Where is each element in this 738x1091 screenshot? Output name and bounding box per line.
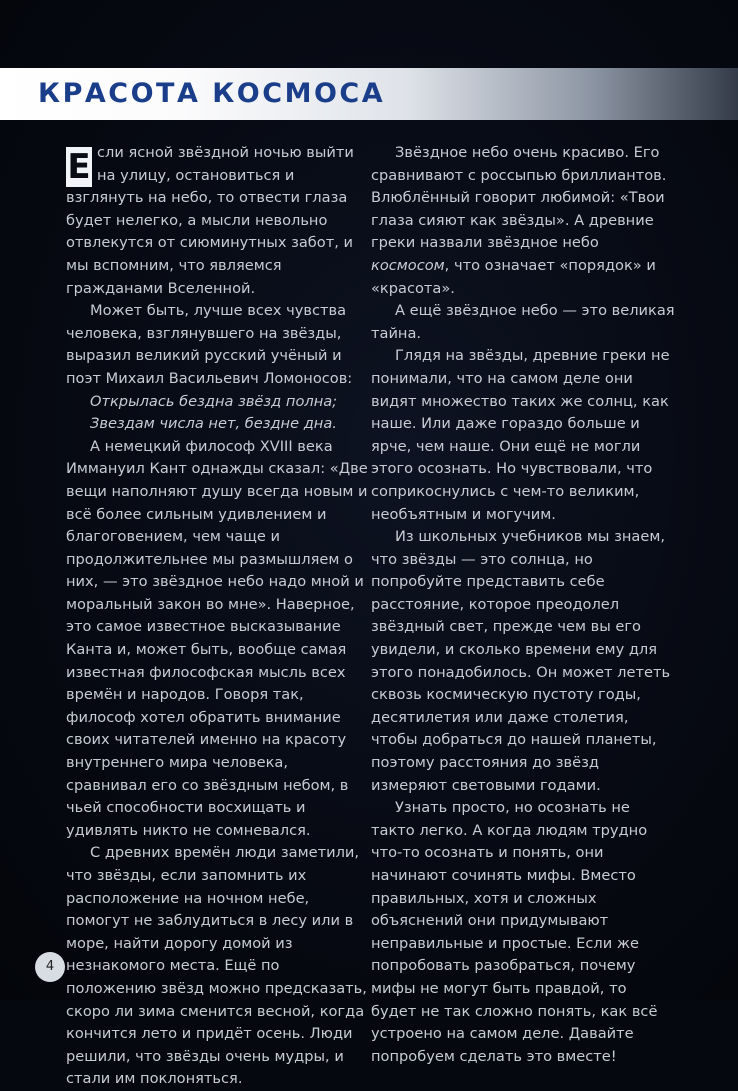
right-paragraph-5: Узнать просто, но осознать не такто легко. А когда людям трудно что-то осознать и понять, они начинают сочинять мифы. Вместо правильных, хотя и сложных объяснений они придумывают неправильные и простые. Если же попробовать разобраться, почему мифы не могут быть правдой, то будет не так сложно понять, как всё устроено на самом деле. Давайте попробуем сделать это вместе! <box>371 799 658 1065</box>
poem-line-1: Открылась бездна звёзд полна; <box>90 392 338 410</box>
right-paragraph-3: Глядя на звёзды, древние греки не понимали, что на самом деле они видят множество таких же солнц, как наше. Или даже гораздо больше и ярче, чем наше. Они ещё не могли этого осознать. Но чувствовали, что соприкоснулись с чем-то великим, необъятным и могучим. <box>371 347 670 523</box>
left-column <box>66 142 371 1091</box>
right-paragraph-4: Из школьных учебников мы знаем, что звёзды — это солнца, но попробуйте представить себе расстояние, которое преодолел звёздный свет, прежде чем вы его увидели, и сколько времени ему для этого понадобилось. Он может лететь сквозь космическую пустоту годы, десятилетия или даже столетия, чтобы добраться до нашей планеты, поэтому расстояния до звёзд измеряют световыми годами. <box>371 528 671 794</box>
poem-line-2: Звездам числа нет, бездне дна. <box>90 415 337 433</box>
left-paragraph-4: С древних времён люди заметили, что звёзды, если запомнить их расположение на ночном небе, помогут не заблудиться в лесу или в море, найти дорогу домой из незнакомого места. Ещё по положению звёзд можно предсказать, скоро ли зима сменится весной, когда кончится лето и придёт осень. Люди решили, что звёзды очень мудры, и стали им поклоняться. <box>66 844 367 1088</box>
drop-cap: Е <box>67 147 91 187</box>
right-paragraph-1b: , что означает «порядок» и «красота». <box>371 256 656 297</box>
right-paragraph-2: А ещё звёздное небо — это великая тайна. <box>371 302 675 342</box>
page-title: КРАСОТА КОСМОСА <box>38 78 386 109</box>
kosmos-emphasis: космосом <box>371 256 445 274</box>
left-paragraph-1-text: сли ясной звёздной ночью выйти на улицу, остановиться и взглянуть на небо, то отвести глаза будет нелегко, а мысли невольно отвлекутся от сиюминутных забот, и мы вспомним, что являемся гражданами Вселенной. <box>66 144 354 297</box>
right-paragraph-1a: Звёздное небо очень красиво. Его сравнивают с россыпью бриллиантов. Влюблённый говорит любимой: «Твои глаза сияют как звёзды». А древние греки назвали звёздное небо <box>371 144 667 252</box>
left-paragraph-3: А немецкий философ XVIII века Иммануил Кант однажды сказал: «Две вещи наполняют душу всегда новым и всё более сильным удивлением и благоговением, чем чаще и продолжительнее мы размышляем о них, — это звёздное небо надо мной и моральный закон во мне». Наверное, это самое известное высказывание Канта и, может быть, вообще самая известная философская мысль всех времён и народов. Говоря так, философ хотел обратить внимание своих читателей именно на красоту внутреннего мира человека, сравнивал его со звёздным небом, в чьей способности восхищать и удивлять никто не сомневался. <box>66 437 368 839</box>
left-paragraph-2: Может быть, лучше всех чувства человека, взглянувшего на звёзды, выразил великий русский учёный и поэт Михаил Васильевич Ломоносов: <box>66 302 353 387</box>
left-paragraph-1 <box>66 142 371 300</box>
right-column <box>371 142 676 1068</box>
right-paragraph-1 <box>371 142 676 300</box>
page-number: 4 <box>35 952 65 982</box>
